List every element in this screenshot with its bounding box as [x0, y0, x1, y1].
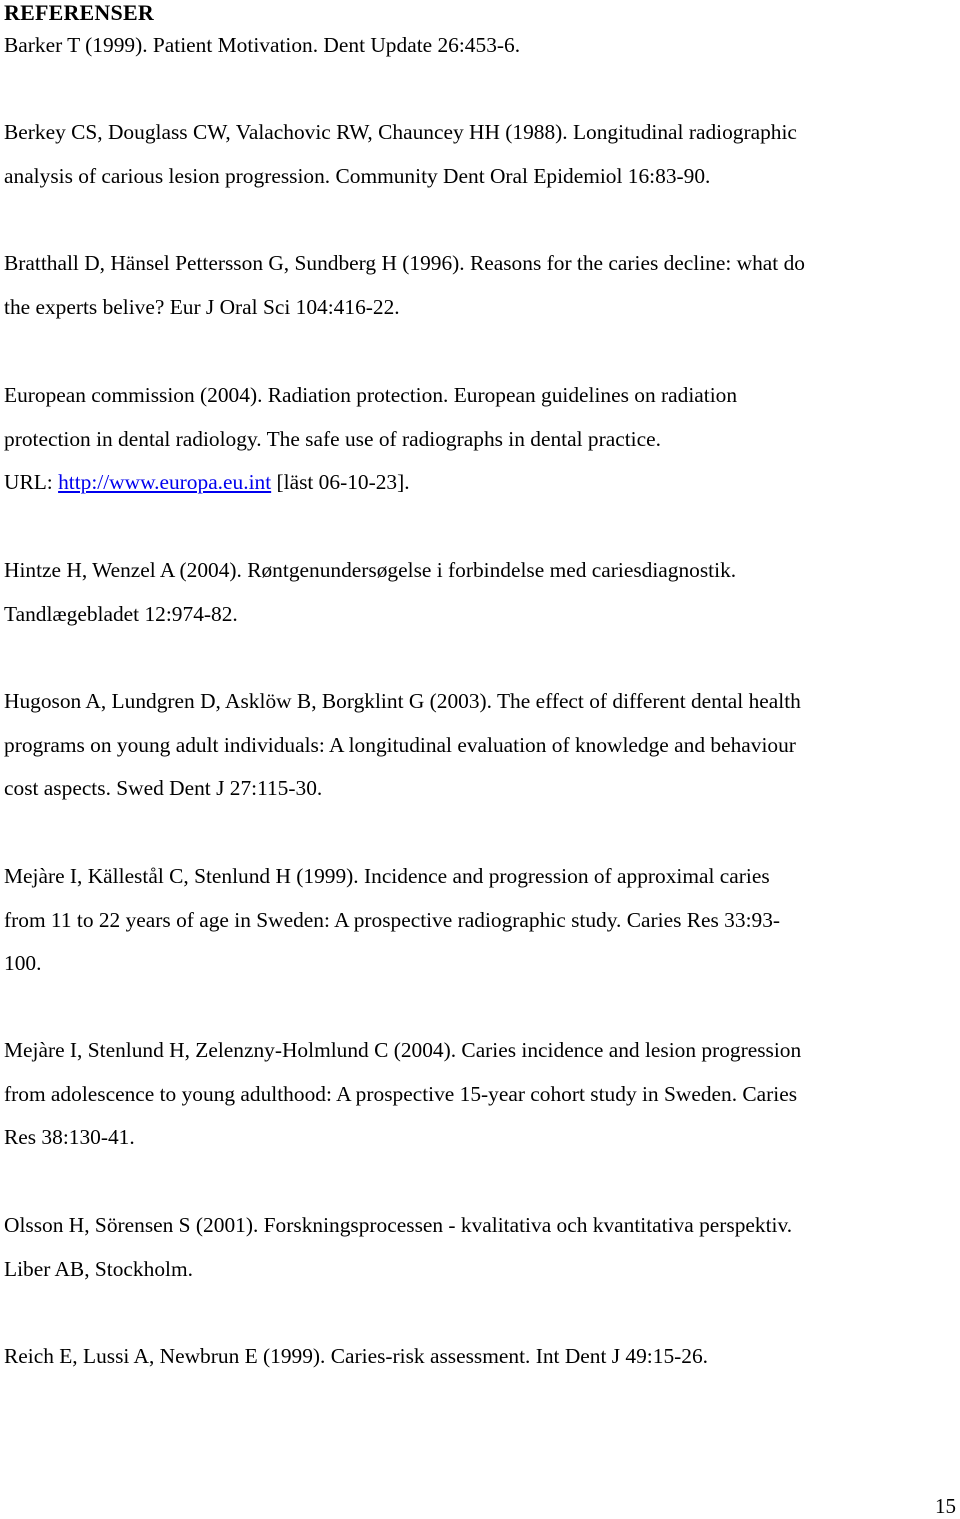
reference-line: Barker T (1999). Patient Motivation. Dent Update 26:453-6.	[4, 33, 521, 57]
reference-line: programs on young adult individuals: A longitudinal evaluation of knowledge and behaviour	[4, 732, 796, 757]
reference-line: protection in dental radiology. The safe use of radiographs in dental practice.	[4, 426, 661, 451]
references-heading: REFERENSER	[4, 0, 154, 25]
url-prefix: URL:	[4, 470, 59, 494]
reference-line: cost aspects. Swed Dent J 27:115-30.	[4, 776, 323, 800]
reference-berkey	[4, 111, 956, 198]
reference-line: 100.	[4, 951, 42, 975]
reference-line: analysis of carious lesion progression. Community Dent Oral Epidemiol 16:83-90.	[4, 163, 711, 188]
reference-line: Mejàre I, Stenlund H, Zelenzny-Holmlund C (2004). Caries incidence and lesion progression	[4, 1038, 802, 1062]
reference-line: Hugoson A, Lundgren D, Asklöw B, Borgklint G (2003). The effect of different dental health	[4, 689, 801, 713]
reference-url-line	[4, 461, 956, 505]
reference-olsson	[4, 1204, 956, 1291]
reference-line: from 11 to 22 years of age in Sweden: A prospective radiographic study. Caries Res 33:93-	[4, 907, 781, 932]
reference-line: Hintze H, Wenzel A (2004). Røntgenundersøgelse i forbindelse med cariesdiagnostik.	[4, 558, 737, 582]
reference-mejare-2004	[4, 1029, 956, 1160]
reference-line: Res 38:130-41.	[4, 1125, 135, 1149]
reference-reich	[4, 1335, 956, 1379]
reference-line: Liber AB, Stockholm.	[4, 1256, 193, 1281]
reference-hintze	[4, 549, 956, 636]
reference-hugoson	[4, 680, 956, 811]
reference-line: Berkey CS, Douglass CW, Valachovic RW, Chauncey HH (1988). Longitudinal radiographic	[4, 120, 797, 144]
reference-line: Mejàre I, Källestål C, Stenlund H (1999). Incidence and progression of approximal caries	[4, 864, 770, 888]
reference-line: the experts belive? Eur J Oral Sci 104:416-22.	[4, 294, 400, 319]
page-number: 15	[935, 1494, 956, 1518]
reference-line: European commission (2004). Radiation protection. European guidelines on radiation	[4, 383, 738, 407]
url-suffix: [läst 06-10-23].	[271, 470, 410, 494]
reference-line: Tandlægebladet 12:974-82.	[4, 601, 238, 626]
reference-barker	[4, 24, 956, 68]
reference-bratthall	[4, 242, 956, 329]
europa-link[interactable]: http://www.europa.eu.int	[58, 470, 272, 494]
reference-mejare-1999	[4, 855, 956, 986]
reference-line: from adolescence to young adulthood: A prospective 15-year cohort study in Sweden. Caries	[4, 1081, 798, 1106]
reference-line: Olsson H, Sörensen S (2001). Forskningsprocessen - kvalitativa och kvantitativa perspektiv.	[4, 1213, 793, 1237]
reference-line: Reich E, Lussi A, Newbrun E (1999). Caries-risk assessment. Int Dent J 49:15-26.	[4, 1344, 708, 1368]
reference-line: Bratthall D, Hänsel Pettersson G, Sundberg H (1996). Reasons for the caries decline: what do	[4, 251, 805, 275]
reference-european-commission	[4, 374, 956, 505]
